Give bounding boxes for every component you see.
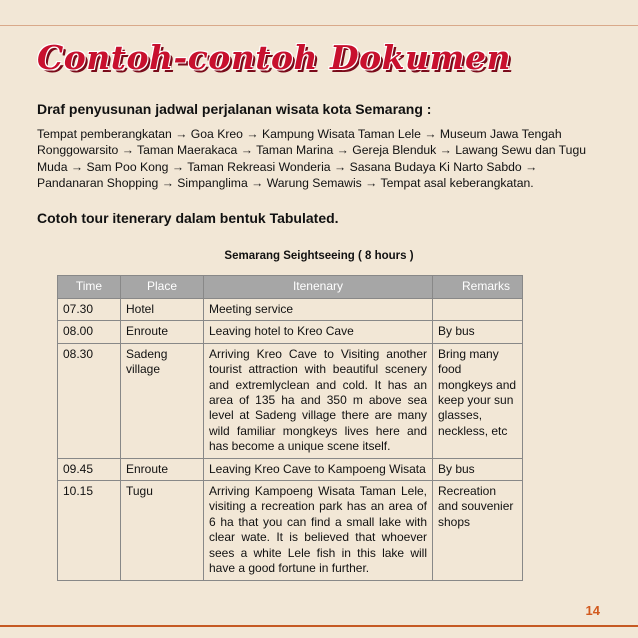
cell-remarks: Recreation and souvenier shops [433, 481, 523, 580]
slide-title: Contoh-contoh Dokumen [37, 38, 511, 77]
cell-itinerary: Arriving Kreo Cave to Visiting another tourist attraction with beautiful scenery and extremlyclean and cold. It has an area of 135 ha and 350 m above sea level at Sadeng village there are many wild familiar mongkeys lives here and has become a unique scene itself. [204, 343, 433, 458]
header-place: Place [121, 276, 204, 299]
table-row [58, 321, 523, 343]
header-remarks: Remarks [433, 276, 523, 299]
route-stop: Sasana Budaya Ki Narto Sabdo [349, 159, 522, 174]
cell-time: 10.15 [58, 481, 121, 580]
arrow-right-icon: → [161, 176, 174, 191]
arrow-right-icon: → [333, 159, 347, 174]
cell-itinerary: Meeting service [204, 299, 433, 321]
top-divider [0, 25, 638, 26]
table-header-row [58, 276, 523, 299]
route-stop: Simpanglima [177, 176, 248, 191]
route-stop: Tempat asal keberangkatan. [380, 176, 534, 191]
route-stop: Taman Maerakaca [137, 143, 238, 158]
arrow-right-icon: → [121, 143, 134, 158]
arrow-right-icon: → [70, 159, 84, 174]
arrow-right-icon: → [439, 143, 452, 158]
arrow-right-icon: → [240, 143, 253, 158]
route-stop: Museum Jawa Tengah Ronggowarsito [37, 127, 562, 158]
table-row [58, 458, 523, 480]
cell-place: Enroute [121, 458, 204, 480]
route-stop: Taman Marina [256, 143, 334, 158]
arrow-right-icon: → [251, 176, 264, 191]
arrow-right-icon: → [246, 127, 259, 141]
route-stop: Sam Poo Kong [86, 159, 169, 174]
cell-place: Sadeng village [121, 343, 204, 458]
cell-remarks: By bus [433, 458, 523, 480]
table-row [58, 299, 523, 321]
table-intro-heading: Cotoh tour itenerary dalam bentuk Tabulated. [37, 210, 339, 226]
route-stop: Pandanaran Shopping [37, 176, 159, 191]
route-stop: Warung Semawis [266, 176, 362, 191]
route-start: Tempat pemberangkatan [37, 127, 172, 141]
table-row [58, 343, 523, 458]
route-heading: Draf penyusunan jadwal perjalanan wisata kota Semarang : [37, 101, 432, 117]
bottom-divider [0, 625, 638, 627]
cell-place: Tugu [121, 481, 204, 580]
cell-remarks: By bus [433, 321, 523, 343]
header-time: Time [58, 276, 121, 299]
route-paragraph [37, 126, 603, 192]
table-caption: Semarang Seightseeing ( 8 hours ) [224, 250, 414, 262]
cell-place: Hotel [121, 299, 204, 321]
arrow-right-icon: → [336, 143, 349, 158]
arrow-right-icon: → [525, 159, 538, 174]
arrow-right-icon: → [175, 127, 188, 141]
arrow-right-icon: → [171, 159, 185, 174]
cell-time: 07.30 [58, 299, 121, 321]
cell-itinerary: Leaving hotel to Kreo Cave [204, 321, 433, 343]
table-row [58, 481, 523, 580]
cell-time: 08.00 [58, 321, 121, 343]
cell-time: 08.30 [58, 343, 121, 458]
cell-remarks [433, 299, 523, 321]
cell-remarks: Bring many food mongkeys and keep your sun glasses, neckless, etc [433, 343, 523, 458]
cell-time: 09.45 [58, 458, 121, 480]
itinerary-table [57, 275, 523, 581]
header-itinerary: Itenenary [204, 276, 433, 299]
route-stop: Goa Kreo [190, 127, 243, 141]
cell-itinerary: Arriving Kampoeng Wisata Taman Lele, visiting a recreation park has an area of 6 ha that you can find a small lake with clear wate. It is believed that whoever sees a white Lele fish in this lake will have a good fortune in further. [204, 481, 433, 580]
route-stop: Gereja Blenduk [352, 143, 437, 158]
arrow-right-icon: → [424, 127, 437, 141]
route-stop: Lawang Sewu dan Tugu Muda [37, 143, 587, 174]
cell-itinerary: Leaving Kreo Cave to Kampoeng Wisata [204, 458, 433, 480]
cell-place: Enroute [121, 321, 204, 343]
route-stop: Taman Rekreasi Wonderia [187, 159, 331, 174]
arrow-right-icon: → [365, 176, 378, 191]
page-number: 14 [585, 603, 600, 618]
route-stop: Kampung Wisata Taman Lele [261, 127, 421, 141]
